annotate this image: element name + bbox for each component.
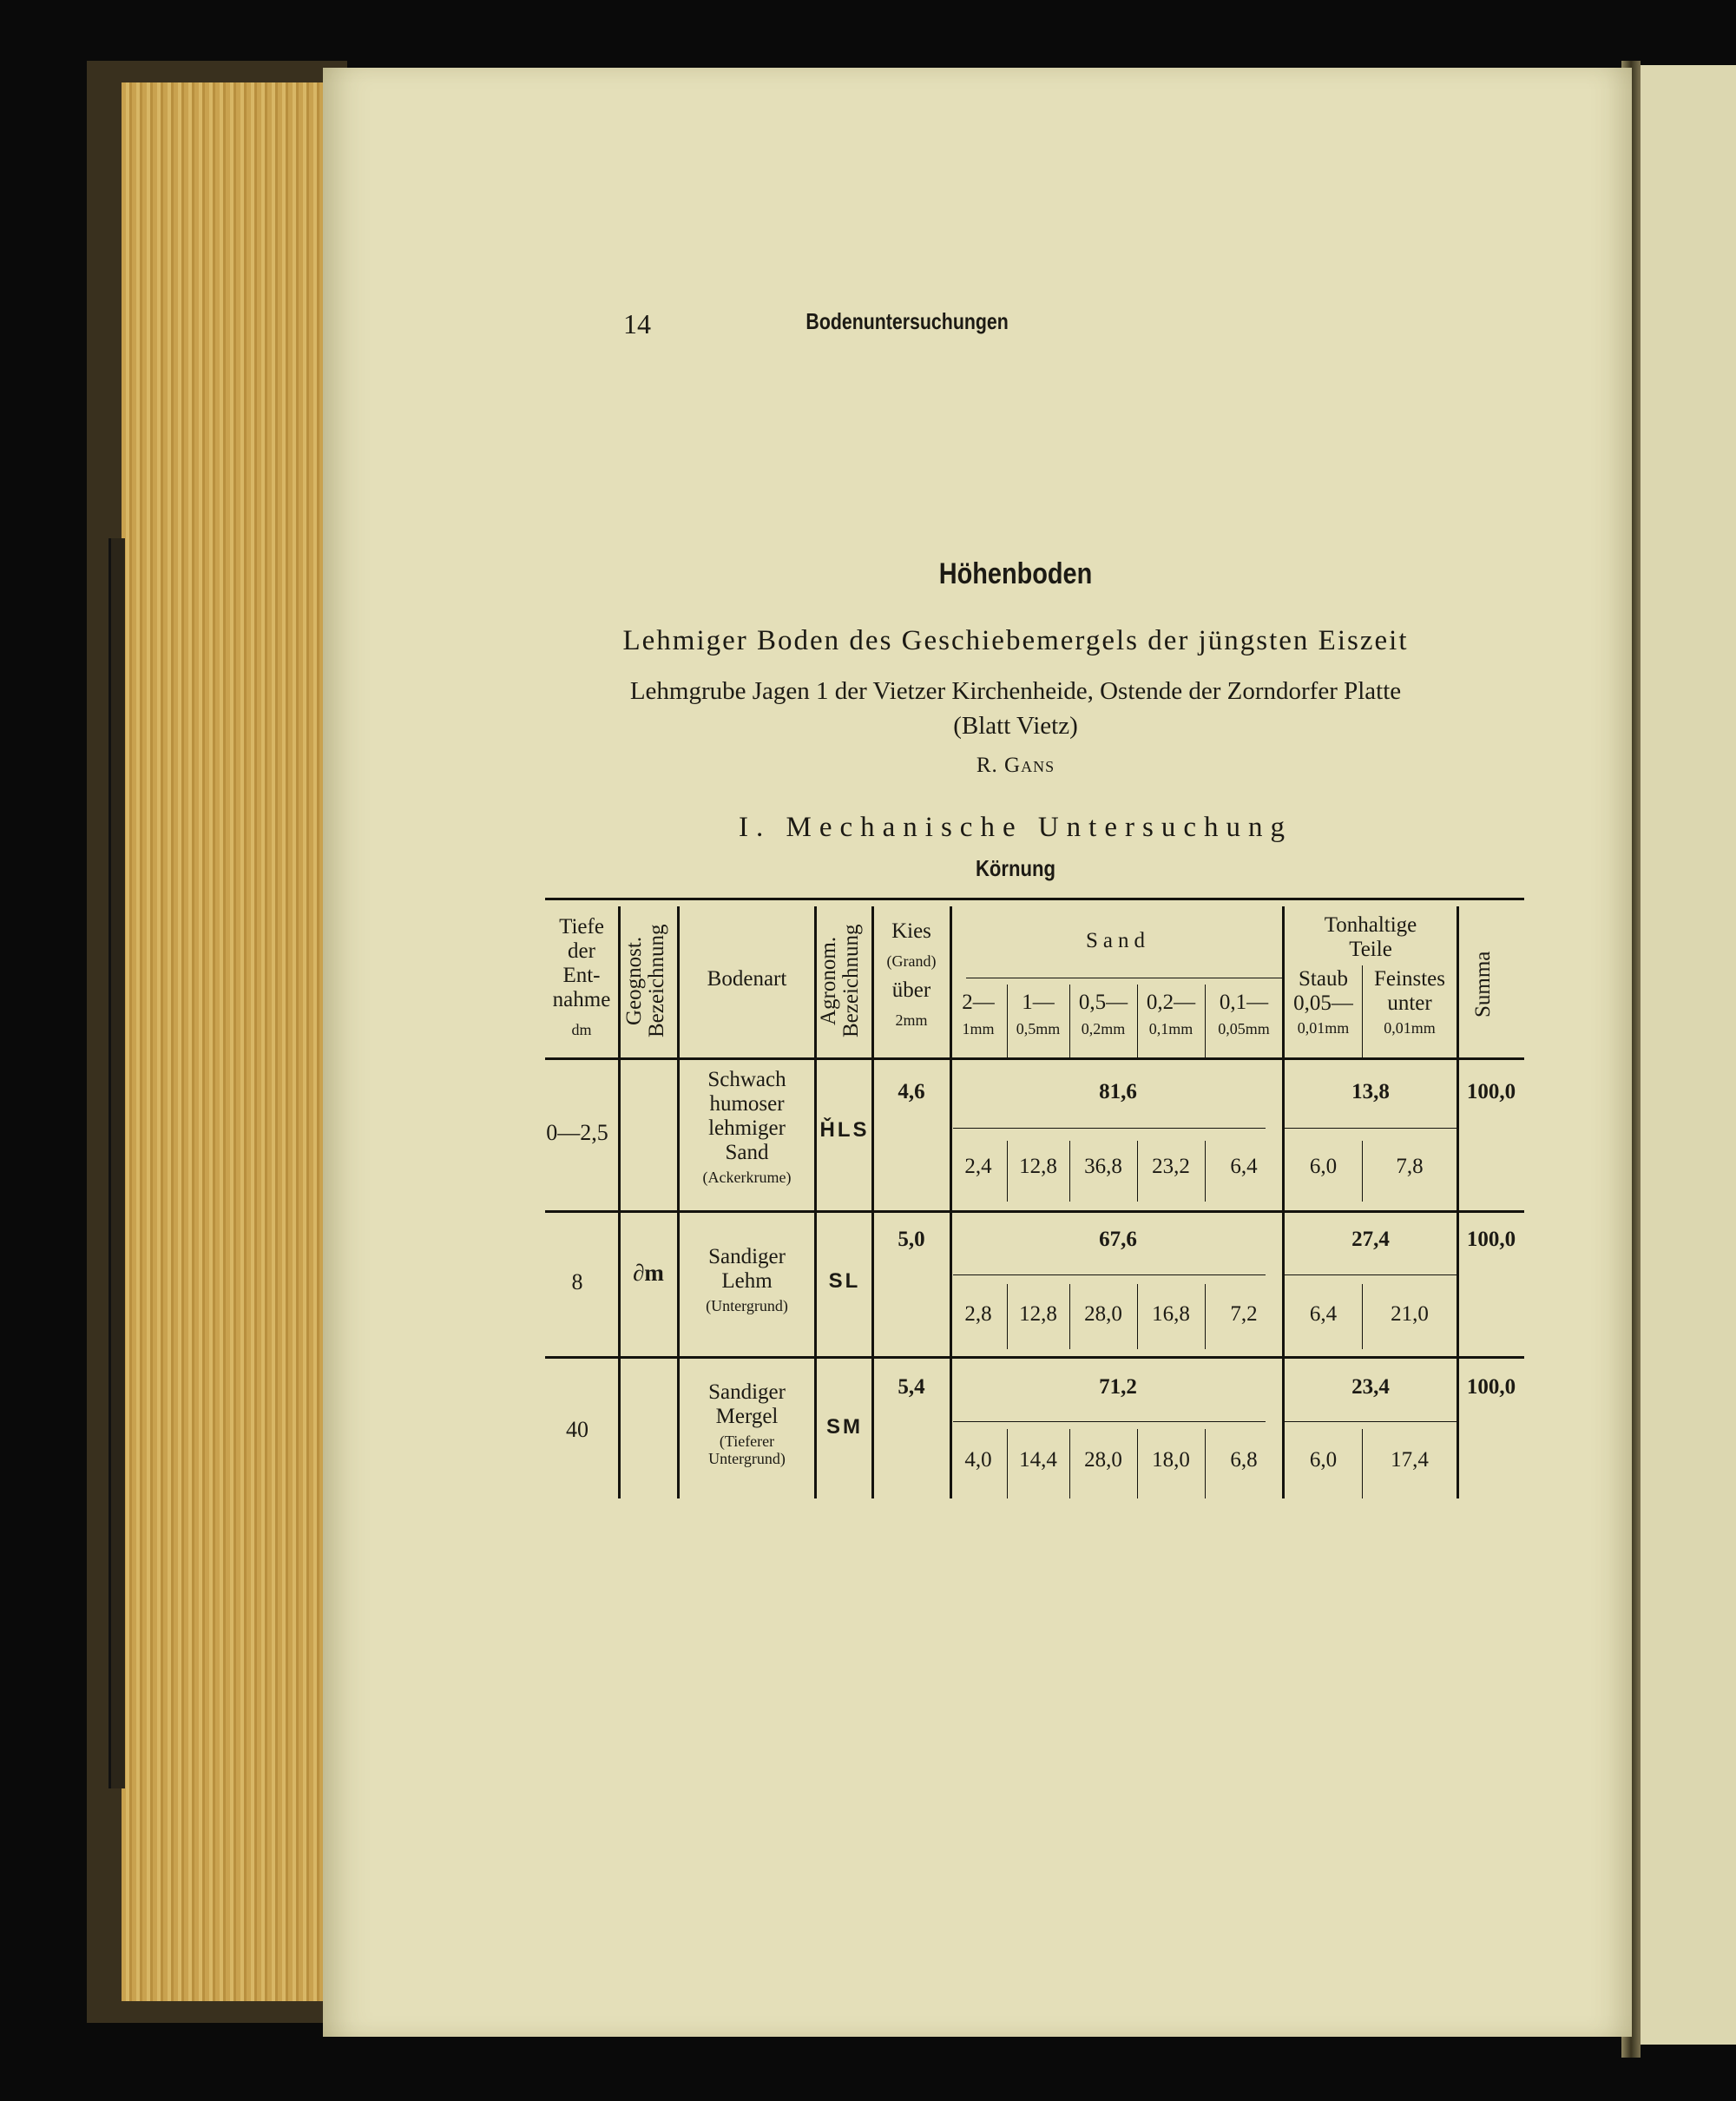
header-sand-col-5: 0,1— 0,05mm [1218,991,1270,1037]
geognost-value: ∂m [633,1260,664,1286]
section-title: I. Mechanische Untersuchung [739,812,1292,843]
row-1-sand-2: 12,8 [1019,1155,1057,1178]
header-summa: Summa [1471,951,1495,1018]
page-title: Höhenboden [938,557,1093,590]
row-3-sand-1: 4,0 [964,1448,992,1472]
header-tonhaltige: Tonhaltige Teile [1324,913,1417,961]
row-2-sand-3: 28,0 [1084,1302,1122,1326]
row-2-sand-4: 16,8 [1152,1302,1190,1326]
row-2-feinstes: 21,0 [1391,1302,1429,1326]
header-kies: Kies (Grand) über 2mm [886,919,937,1029]
row-1-sand-4: 23,2 [1152,1155,1190,1178]
book-spine-edge [108,538,125,1788]
row-1-sand-5: 6,4 [1230,1155,1258,1178]
row-1-feinstes: 7,8 [1396,1155,1424,1178]
row-3-summa: 100,0 [1466,1375,1516,1399]
header-staub: Staub 0,05— 0,01mm [1293,967,1353,1037]
header-sand: Sand [1086,929,1150,952]
row-2-bodenart: Sandiger Lehm (Untergrund) [706,1245,788,1314]
row-3-depth: 40 [566,1417,589,1442]
row-1-sand-3: 36,8 [1084,1155,1122,1178]
row-2-kies: 5,0 [898,1228,925,1251]
row-2-ton-total: 27,4 [1351,1228,1390,1251]
row-1-sand-1: 2,4 [964,1155,992,1178]
row-3-kies: 5,4 [898,1375,925,1399]
row-3-sand-4: 18,0 [1152,1448,1190,1472]
author: R. Gans [976,754,1055,777]
row-3-sand-total: 71,2 [1099,1375,1137,1399]
header-sand-col-1: 2— 1mm [962,991,995,1037]
row-3-staub: 6,0 [1309,1448,1338,1472]
row-1-ton-total: 13,8 [1351,1080,1390,1103]
header-agronom: Agronom. Bezeichnung [817,924,863,1038]
row-3-feinstes: 17,4 [1391,1448,1429,1472]
row-2-depth: 8 [571,1269,583,1294]
header-sand-col-2: 1— 0,5mm [1016,991,1061,1037]
row-2-staub: 6,4 [1309,1302,1338,1326]
header-tiefe: Tiefe der Ent- nahme dm [545,915,618,1042]
row-1-sand-total: 81,6 [1099,1080,1137,1103]
row-3-sand-3: 28,0 [1084,1448,1122,1472]
row-1-bodenart: Schwach humoser lehmiger Sand (Ackerkrume) [702,1068,792,1186]
page-header [0,308,1736,343]
row-1-summa: 100,0 [1466,1080,1516,1103]
row-2-summa: 100,0 [1466,1228,1516,1251]
location-line-2: (Blatt Vietz) [953,712,1078,740]
row-2-sand-total: 67,6 [1099,1228,1137,1251]
header-geognost: Geognost. Bezeichnung [622,924,668,1038]
row-1-staub: 6,0 [1309,1155,1338,1178]
header-bodenart: Bodenart [707,967,787,991]
row-1-depth: 0—2,5 [546,1120,608,1145]
header-sand-col-3: 0,5— 0,2mm [1078,991,1128,1037]
header-sand-col-4: 0,2— 0,1mm [1146,991,1196,1037]
row-1-agronom: ȞLS [819,1118,870,1142]
row-2-agronom: SL [828,1269,861,1293]
running-head: Bodenuntersuchungen [806,308,1009,334]
row-2-sand-5: 7,2 [1230,1302,1258,1326]
row-3-sand-5: 6,8 [1230,1448,1258,1472]
page-edges [122,82,326,2001]
row-2-sand-1: 2,8 [964,1302,992,1326]
grain-size-table [545,898,1524,1498]
row-3-agronom: SM [826,1415,863,1439]
location-line-1: Lehmgrube Jagen 1 der Vietzer Kirchenheide, Ostende der Zorndorfer Platte [629,677,1402,705]
row-3-sand-2: 14,4 [1019,1448,1057,1472]
facing-page [1636,65,1736,2045]
section-subtitle: Körnung [975,855,1056,881]
row-2-sand-2: 12,8 [1019,1302,1057,1326]
row-3-ton-total: 23,4 [1351,1375,1390,1399]
tiefe-unit: dm [571,1021,592,1038]
row-1-kies: 4,6 [898,1080,925,1103]
subtitle: Lehmiger Boden des Geschiebemergels der jüngsten Eiszeit [622,625,1409,656]
location [521,674,1510,743]
page-number: 14 [623,308,651,339]
header-feinstes: Feinstes unter 0,01mm [1374,967,1445,1037]
row-3-bodenart: Sandiger Mergel (Tieferer Untergrund) [708,1380,786,1467]
